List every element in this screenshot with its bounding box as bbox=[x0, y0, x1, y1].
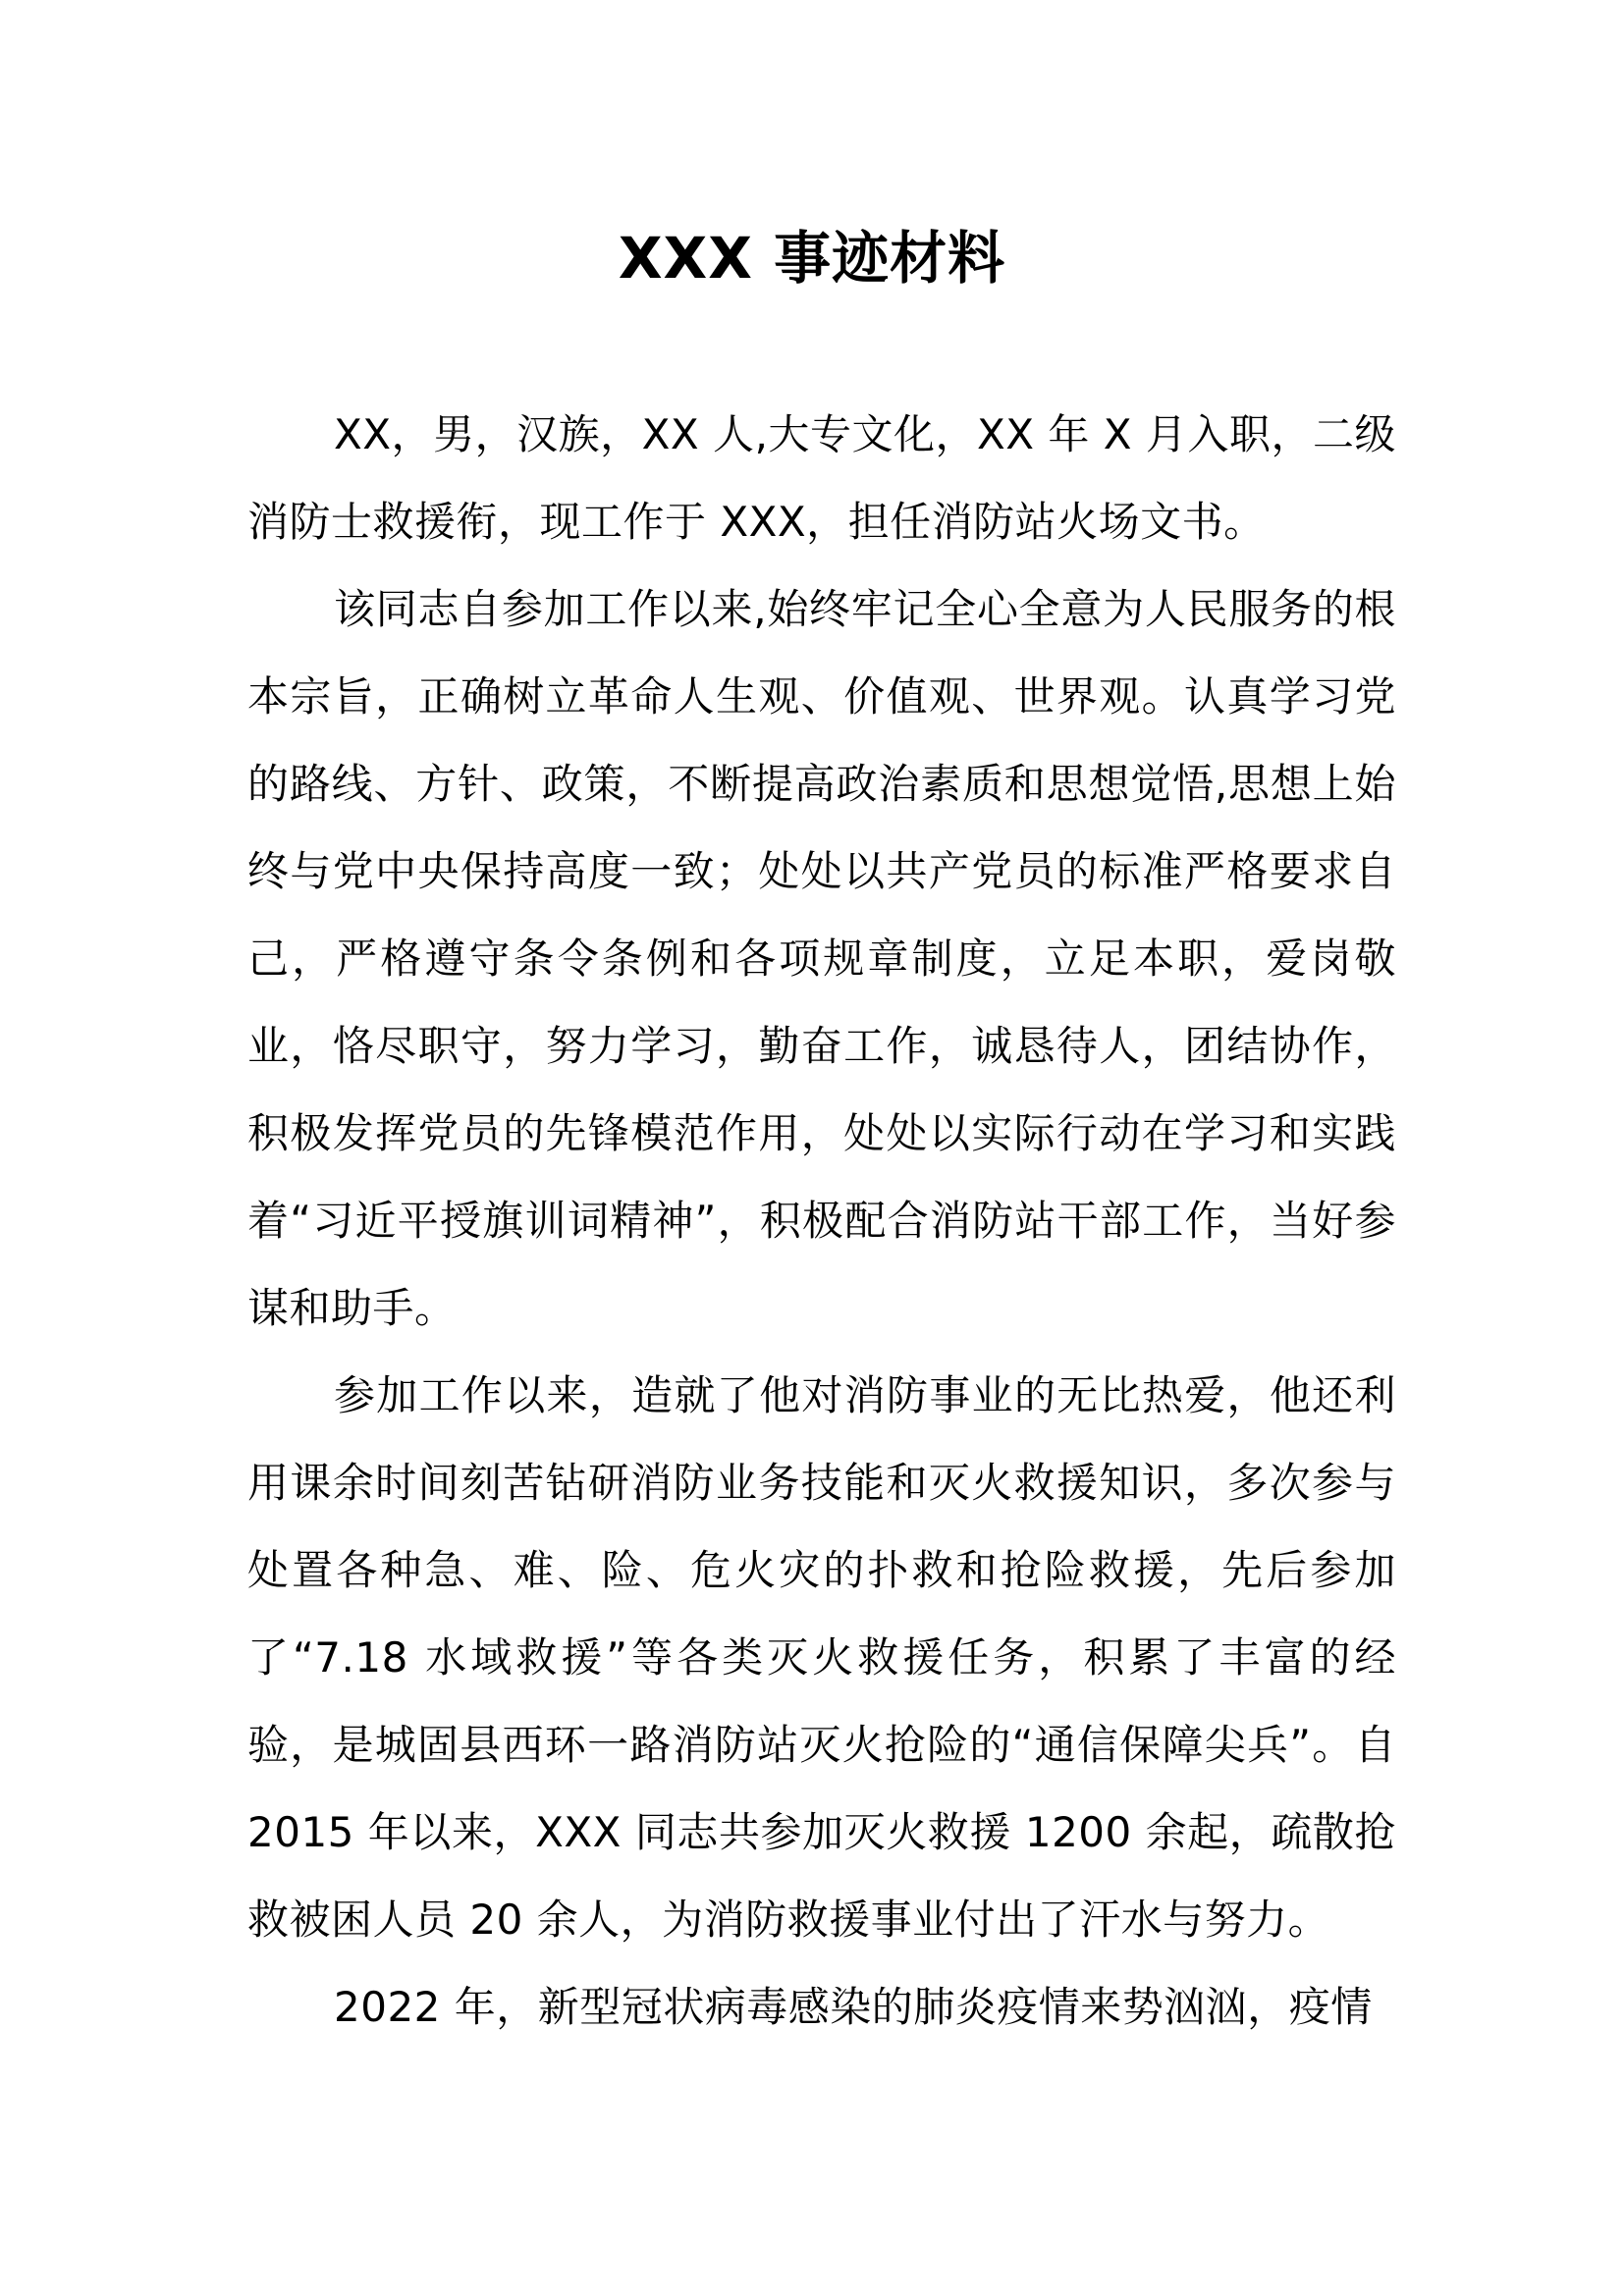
paragraph-work-achievements: 参加工作以来，造就了他对消防事业的无比热爱，他还利用课余时间刻苦钻研消防业务技能和灭火救援知识，多次参与处置各种急、难、险、危火灾的扑救和抢险救援，先后参加了“7.18 水域救援”等各类灭火救援任务，积累了丰富的经验，是城固县西环一路消防站灭火抢险的“通信保障尖兵”。自 2015 年以来，XXX 同志共参加灭火救援 1200 余起，疏散抢救被困人员 20 余人，为消防救援事业付出了汗水与努力。 bbox=[247, 1371, 1396, 1944]
paragraph-political-conduct: 该同志自参加工作以来,始终牢记全心全意为人民服务的根本宗旨，正确树立革命人生观、价值观、世界观。认真学习党的路线、方针、政策，不断提高政治素质和思想觉悟,思想上始终与党中央保持高度一致；处处以共产党员的标准严格要求自己，严格遵守条令条例和各项规章制度，立足本职，爱岗敬业，恪尽职守，努力学习，勤奋工作，诚恳待人，团结协作，积极发挥党员的先锋模范作用，处处以实际行动在学习和实践着“习近平授旗训词精神”，积极配合消防站干部工作，当好参谋和助手。 bbox=[247, 585, 1396, 1332]
paragraph-covid-2022: 2022 年，新型冠状病毒感染的肺炎疫情来势汹汹，疫情 bbox=[334, 1983, 1373, 2031]
paragraph-personal-info: XX，男，汉族，XX 人,大专文化，XX 年 X 月入职，二级消防士救援衔，现工作于 XXX，担任消防站火场文书。 bbox=[247, 410, 1396, 546]
document-title: XXX 事迹材料 bbox=[618, 225, 1006, 292]
document-body bbox=[247, 391, 1396, 2051]
